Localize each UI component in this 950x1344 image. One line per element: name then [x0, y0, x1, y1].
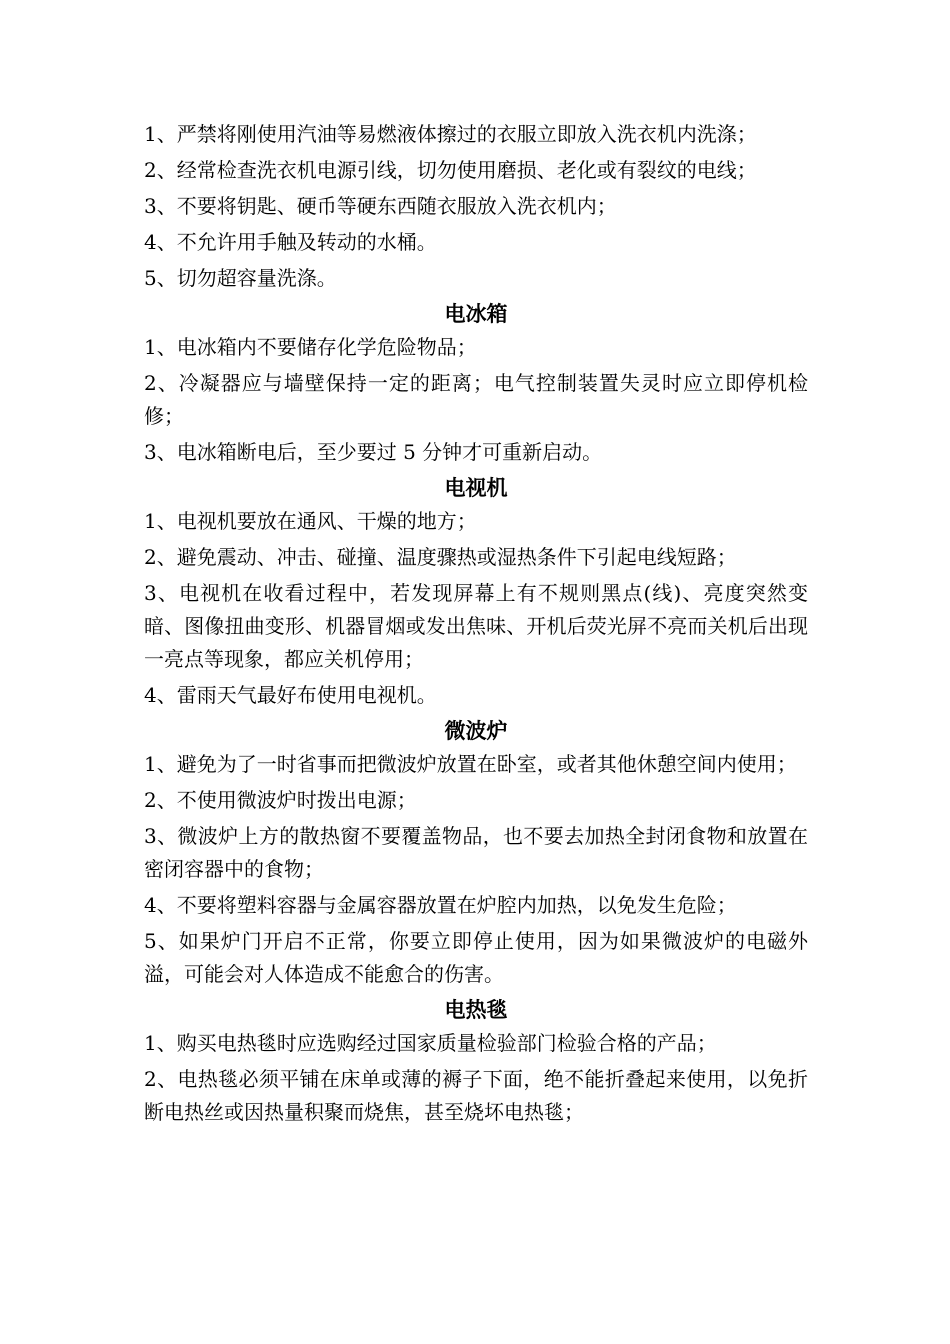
- paragraph: 3、电冰箱断电后，至少要过 5 分钟才可重新启动。: [144, 440, 603, 464]
- paragraph: 2、电热毯必须平铺在床单或薄的褥子下面，绝不能折叠起来使用，以免折断电热丝或因热量积聚而烧焦，甚至烧坏电热毯；: [144, 1067, 808, 1124]
- paragraph: 2、经常检查洗衣机电源引线，切勿使用磨损、老化或有裂纹的电线；: [144, 158, 757, 182]
- paragraph: 2、避免震动、冲击、碰撞、温度骤热或湿热条件下引起电线短路；: [144, 545, 737, 569]
- section-television: [144, 472, 808, 712]
- section-microwave: [144, 715, 808, 991]
- paragraph: 1、电冰箱内不要储存化学危险物品；: [144, 335, 477, 359]
- paragraph: 3、不要将钥匙、硬币等硬东西随衣服放入洗衣机内；: [144, 194, 617, 218]
- paragraph: 3、微波炉上方的散热窗不要覆盖物品，也不要去加热全封闭食物和放置在密闭容器中的食物；: [144, 824, 808, 881]
- paragraph: 1、避免为了一时省事而把微波炉放置在卧室，或者其他休憩空间内使用；: [144, 752, 797, 776]
- section-electric-blanket: [144, 994, 808, 1129]
- paragraph: 3、电视机在收看过程中，若发现屏幕上有不规则黑点(线)、亮度突然变暗、图像扭曲变形、机器冒烟或发出焦味、开机后荧光屏不亮而关机后出现一亮点等现象，都应关机停用；: [144, 581, 808, 671]
- paragraph: 2、不使用微波炉时拨出电源；: [144, 788, 417, 812]
- paragraph: 2、冷凝器应与墙壁保持一定的距离；电气控制装置失灵时应立即停机检修；: [144, 371, 808, 428]
- document-page: [144, 118, 808, 1132]
- paragraph: 4、不允许用手触及转动的水桶。: [144, 230, 437, 254]
- section-refrigerator: [144, 298, 808, 469]
- paragraph: 4、雷雨天气最好布使用电视机。: [144, 683, 437, 707]
- section-heading: 电冰箱: [444, 302, 508, 326]
- paragraph: 5、切勿超容量洗涤。: [144, 266, 337, 290]
- section-washing-machine: [144, 118, 808, 295]
- paragraph: 1、严禁将刚使用汽油等易燃液体擦过的衣服立即放入洗衣机内洗涤；: [144, 122, 757, 146]
- paragraph: 5、如果炉门开启不正常，你要立即停止使用，因为如果微波炉的电磁外溢，可能会对人体造成不能愈合的伤害。: [144, 929, 808, 986]
- section-heading: 电视机: [444, 476, 508, 500]
- section-heading: 微波炉: [444, 719, 508, 743]
- paragraph: 1、电视机要放在通风、干燥的地方；: [144, 509, 477, 533]
- paragraph: 1、购买电热毯时应选购经过国家质量检验部门检验合格的产品；: [144, 1031, 717, 1055]
- section-heading: 电热毯: [444, 998, 508, 1022]
- paragraph: 4、不要将塑料容器与金属容器放置在炉腔内加热，以免发生危险；: [144, 893, 737, 917]
